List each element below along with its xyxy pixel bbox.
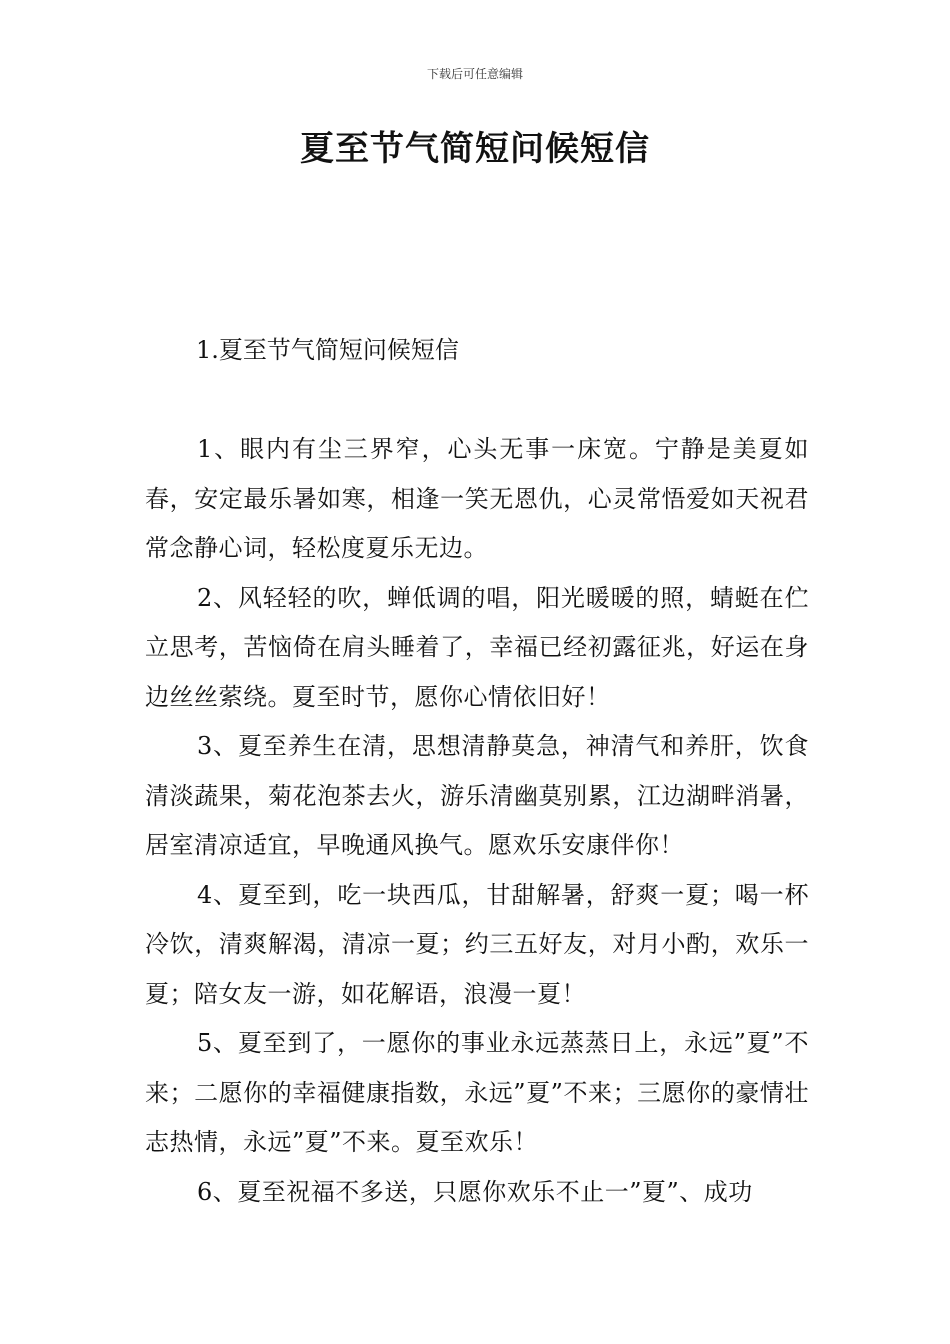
paragraph-2: 2、风轻轻的吹，蝉低调的唱，阳光暖暖的照，蜻蜓在伫立思考，苦恼倚在肩头睡着了，幸福已经初露征兆，好运在身边丝丝萦绕。夏至时节，愿你心情依旧好！: [145, 583, 809, 711]
header-note: 下载后可任意编辑: [426, 67, 523, 81]
paragraph-1: 1、眼内有尘三界窄，心头无事一床宽。宁静是美夏如春，安定最乐暑如寒，相逢一笑无恩仇，心灵常悟爱如天祝君常念静心词，轻松度夏乐无边。: [145, 435, 809, 562]
paragraph-6: 6、夏至祝福不多送，只愿你欢乐不止一”夏”、成功: [197, 1177, 753, 1206]
section-heading: 1.夏至节气简短问候短信: [196, 336, 459, 364]
document-title: 夏至节气简短问候短信: [300, 129, 650, 169]
paragraph-3: 3、夏至养生在清，思想清静莫急，神清气和养肝，饮食清淡蔬果，菊花泡茶去火，游乐清幽莫别累，江边湖畔消暑，居室清凉适宜，早晚通风换气。愿欢乐安康伴你！: [145, 732, 809, 859]
paragraph-5: 5、夏至到了，一愿你的事业永远蒸蒸日上，永远”夏”不来；二愿你的幸福健康指数，永远”夏”不来；三愿你的豪情壮志热情，永远”夏”不来。夏至欢乐！: [145, 1029, 809, 1156]
document-body: [145, 425, 809, 1217]
paragraph-4: 4、夏至到，吃一块西瓜，甘甜解暑，舒爽一夏；喝一杯冷饮，清爽解渴，清凉一夏；约三五好友，对月小酌，欢乐一夏；陪女友一游，如花解语，浪漫一夏！: [145, 880, 809, 1008]
